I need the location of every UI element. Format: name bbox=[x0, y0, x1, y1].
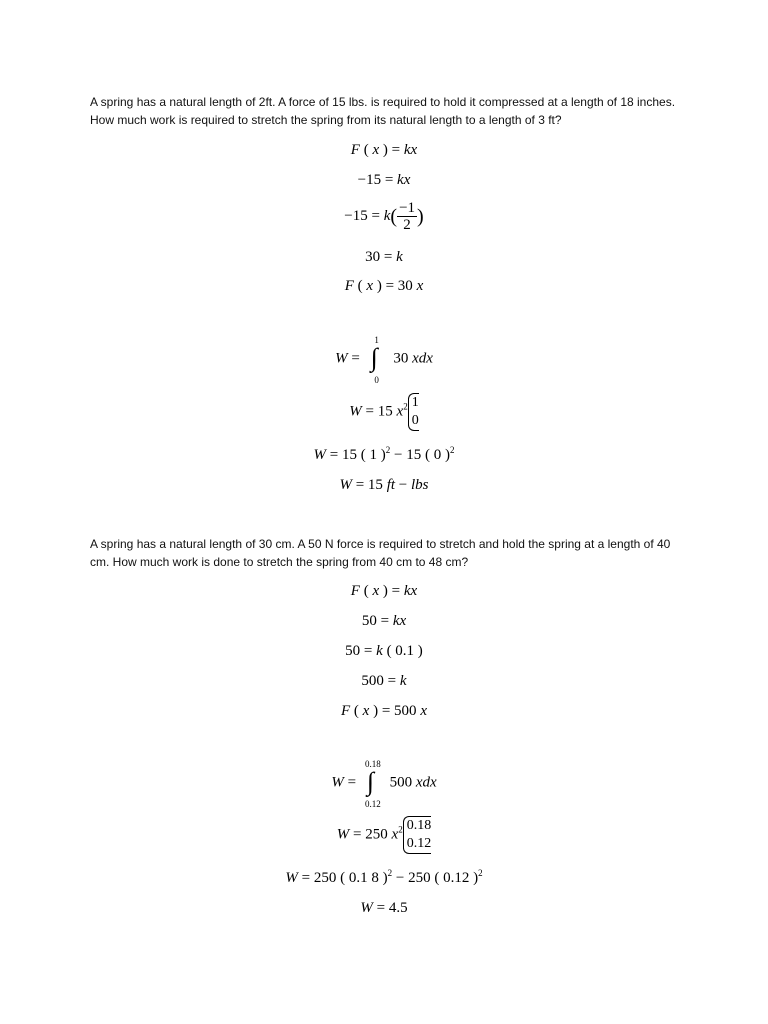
p1-eval-upper: 1 bbox=[411, 395, 419, 410]
p1-eq-result: W = 15 ft − lbs bbox=[339, 477, 429, 493]
problem-2-statement: A spring has a natural length of 30 cm. A 50 N force is required to stretch and hold the spring at a length of 40 cm. How much work is done to stretch the spring from 40 cm to 48 cm? bbox=[90, 537, 671, 569]
p2-eq-evaluate: W = 250 ( 0.1 8 )$^2$ − 250 ( 0.12 )$^2$ bbox=[285, 868, 483, 886]
p2-eq-antiderivative: W = 250 $x^2$ 0.18 0.12 bbox=[0, 816, 768, 854]
p2-int-upper: 0.18 bbox=[364, 759, 381, 769]
p2-eq-force: 50 = kx bbox=[361, 613, 407, 629]
p1-eq-integral: W = 1 ∫ 0 30 xdx bbox=[335, 335, 433, 385]
p1-eq-antiderivative: W = 15 $x^2$ 1 0 bbox=[0, 393, 768, 431]
p1-eq-k: 30 = k bbox=[365, 249, 403, 265]
p2-eq-k: 500 = k bbox=[361, 673, 407, 689]
problem-1-statement: A spring has a natural length of 2ft. A force of 15 lbs. is required to hold it compressed at a length of 18 inches. How much work is required to stretch the spring from its natural length to a length of 3 ft? bbox=[90, 95, 676, 127]
p1-eq-hooke: F ( x ) = kx bbox=[350, 142, 418, 158]
p1-int-upper: 1 bbox=[374, 335, 379, 345]
p2-eval-lower: 0.12 bbox=[406, 836, 432, 851]
p2-int-lower: 0.12 bbox=[364, 799, 381, 809]
p2-eq-fx: F ( x ) = 500 x bbox=[341, 703, 427, 719]
p2-eq-substitute: 50 = k ( 0.1 ) bbox=[345, 643, 423, 659]
p1-eq-evaluate: W = 15 ( 1 )$^2$ − 15 ( 0 )$^2$ bbox=[313, 445, 455, 463]
p1-int-lower: 0 bbox=[374, 375, 379, 385]
p2-eq-integral: W = 0.18 ∫ 0.12 500 xdx bbox=[331, 759, 437, 809]
p1-eval-lower: 0 bbox=[411, 413, 419, 428]
p1-eq-force: −15 = kx bbox=[357, 172, 411, 188]
p1-eq-fx: F ( x ) = 30 x bbox=[344, 278, 424, 294]
p2-eval-upper: 0.18 bbox=[406, 818, 432, 833]
p2-eq-result: W = 4.5 bbox=[360, 900, 408, 916]
p2-eq-hooke: F ( x ) = kx bbox=[350, 583, 418, 599]
p1-eq-substitute: −15 = k( $\frac{-1}{2}$ ) bbox=[344, 200, 424, 233]
